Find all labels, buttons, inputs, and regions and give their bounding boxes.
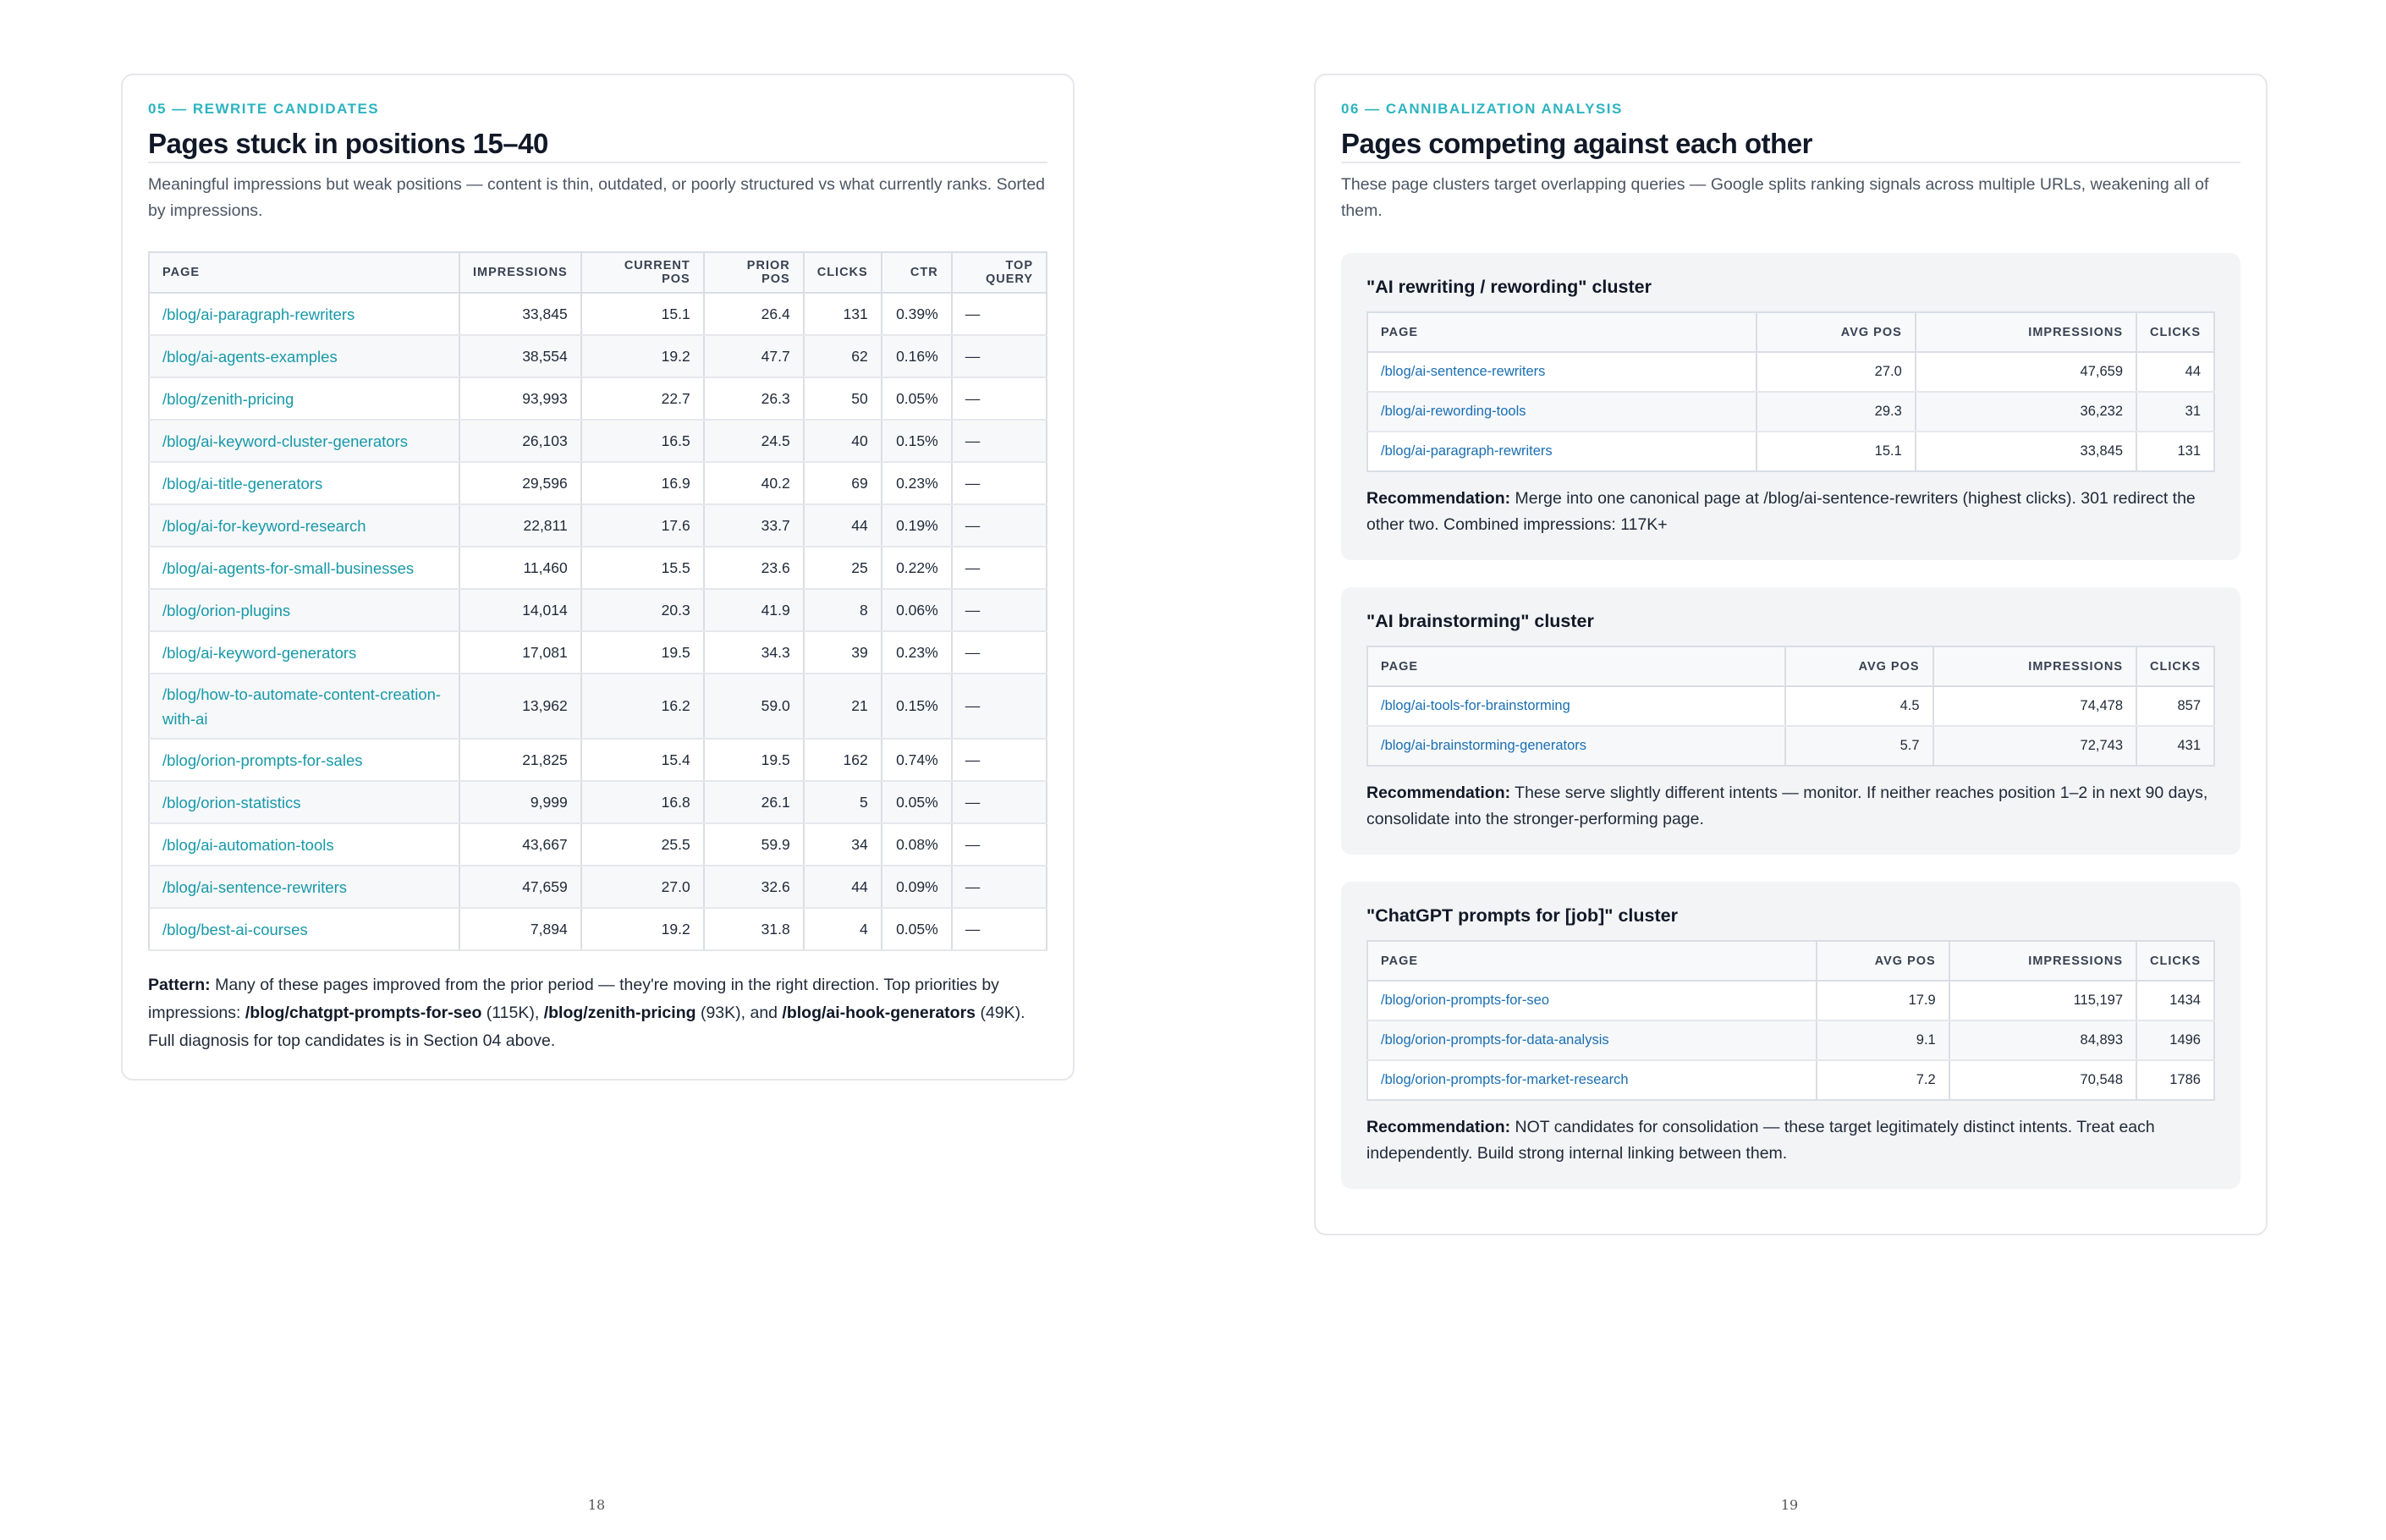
table-cell: 0.08% xyxy=(882,823,952,866)
table-cell: 19.5 xyxy=(581,631,704,674)
table-cell: 0.05% xyxy=(882,377,952,420)
column-header: PAGE xyxy=(1367,941,1817,981)
table-cell: 26.4 xyxy=(704,293,804,335)
table-cell: 41.9 xyxy=(704,589,804,631)
table-cell: 21 xyxy=(804,674,882,739)
table-cell: 0.23% xyxy=(882,631,952,674)
table-cell: 22.7 xyxy=(581,377,704,420)
table-cell: — xyxy=(952,781,1047,823)
page-link[interactable]: /blog/ai-paragraph-rewriters xyxy=(1367,432,1757,471)
column-header: CTR xyxy=(882,252,952,293)
table-cell: 19.5 xyxy=(704,739,804,781)
table-cell: 5 xyxy=(804,781,882,823)
table-cell: 14,014 xyxy=(459,589,581,631)
page-link[interactable]: /blog/ai-sentence-rewriters xyxy=(1367,352,1757,392)
cluster-table xyxy=(1366,646,2215,767)
table-cell: 19.2 xyxy=(581,908,704,950)
column-header: IMPRESSIONS xyxy=(459,252,581,293)
table-cell: 44 xyxy=(2136,352,2214,392)
table-cell: 9,999 xyxy=(459,781,581,823)
table-cell: 16.5 xyxy=(581,420,704,462)
page-link[interactable]: /blog/ai-title-generators xyxy=(149,462,459,504)
table-cell: 1786 xyxy=(2169,1072,2201,1087)
page-link[interactable]: /blog/ai-sentence-rewriters xyxy=(149,866,459,908)
table-cell: 17.6 xyxy=(581,504,704,547)
cluster-card xyxy=(1341,253,2240,560)
table-cell: 16.2 xyxy=(581,674,704,739)
table-cell: 4 xyxy=(804,908,882,950)
table-cell: 47.7 xyxy=(704,335,804,377)
page-link[interactable]: /blog/ai-automation-tools xyxy=(149,823,459,866)
table-cell: 50 xyxy=(804,377,882,420)
table-cell: 21,825 xyxy=(459,739,581,781)
table-cell: 40.2 xyxy=(704,462,804,504)
cluster-card xyxy=(1341,882,2240,1189)
table-cell: 20.3 xyxy=(581,589,704,631)
table-cell: 59.0 xyxy=(704,674,804,739)
table-cell: 8 xyxy=(804,589,882,631)
table-cell: 131 xyxy=(2177,443,2201,459)
table-header-row xyxy=(1367,646,2214,686)
section-subtitle: These page clusters target overlapping queries — Google splits ranking signals across multiple URLs, weakening all of them. xyxy=(1341,175,2209,220)
table-cell: 36,232 xyxy=(1916,392,2136,432)
priority-page-2: /blog/zenith-pricing xyxy=(543,1004,696,1022)
table-row xyxy=(149,504,1047,547)
table-cell: 15.1 xyxy=(1757,432,1916,471)
recommendation-label: Recommendation: xyxy=(1366,1118,1511,1136)
table-row xyxy=(1367,686,2214,726)
table-cell: 0.05% xyxy=(882,908,952,950)
table-row xyxy=(1367,392,2214,432)
table-cell: 24.5 xyxy=(704,420,804,462)
page-link[interactable]: /blog/orion-prompts-for-data-analysis xyxy=(1367,1020,1817,1060)
table-header-row xyxy=(149,252,1047,293)
table-cell: 0.74% xyxy=(882,739,952,781)
table-cell: 33,845 xyxy=(1916,432,2136,471)
page-link[interactable]: /blog/ai-agents-examples xyxy=(149,335,459,377)
table-cell: 0.19% xyxy=(882,504,952,547)
column-header: AVG POS xyxy=(1757,312,1916,352)
table-header-row xyxy=(1367,941,2214,981)
page-link[interactable]: /blog/ai-keyword-generators xyxy=(149,631,459,674)
table-cell: 5.7 xyxy=(1785,726,1932,766)
table-header-row xyxy=(1367,312,2214,352)
table-row xyxy=(1367,1060,2214,1100)
page-19 xyxy=(1193,0,2386,1540)
table-cell: 26,103 xyxy=(459,420,581,462)
table-row xyxy=(149,908,1047,950)
table-cell: — xyxy=(952,739,1047,781)
priority-page-1: /blog/chatgpt-prompts-for-seo xyxy=(245,1004,482,1022)
recommendation-text: Merge into one canonical page at /blog/ai-sentence-rewriters (highest clicks). 301 redirect the other two. Combined impressions: 117K+ xyxy=(1366,489,2196,534)
table-cell: 34.3 xyxy=(704,631,804,674)
table-cell: 9.1 xyxy=(1817,1020,1949,1060)
cluster-title: "AI rewriting / rewording" cluster xyxy=(1366,277,1652,297)
table-cell: 7,894 xyxy=(459,908,581,950)
table-cell: — xyxy=(952,504,1047,547)
table-cell: 0.22% xyxy=(882,547,952,589)
column-header: PRIOR POS xyxy=(704,252,804,293)
table-row xyxy=(149,823,1047,866)
rewrite-candidates-card xyxy=(121,74,1075,1081)
page-link[interactable]: /blog/ai-for-keyword-research xyxy=(149,504,459,547)
table-cell: 32.6 xyxy=(704,866,804,908)
recommendation xyxy=(1366,780,2215,833)
table-row xyxy=(149,547,1047,589)
table-cell: 22,811 xyxy=(459,504,581,547)
table-cell: 7.2 xyxy=(1817,1060,1949,1100)
table-cell: 16.9 xyxy=(581,462,704,504)
pattern-text: (93K), and xyxy=(695,1004,783,1022)
table-cell: 1496 xyxy=(2136,1020,2214,1060)
table-row xyxy=(1367,352,2214,392)
table-cell: — xyxy=(952,823,1047,866)
table-cell: 131 xyxy=(804,293,882,335)
table-row xyxy=(1367,432,2214,471)
table-row xyxy=(149,866,1047,908)
cluster-table xyxy=(1366,940,2215,1101)
table-cell: 23.6 xyxy=(704,547,804,589)
table-cell: 17.9 xyxy=(1817,981,1949,1020)
page-link[interactable]: /blog/ai-tools-for-brainstorming xyxy=(1367,686,1785,726)
page-link[interactable]: /blog/orion-plugins xyxy=(149,589,459,631)
table-cell: 39 xyxy=(804,631,882,674)
page-number: 19 xyxy=(1780,1497,1799,1513)
table-cell: — xyxy=(952,866,1047,908)
cluster-list xyxy=(1341,253,2240,1189)
column-header: CLICKS xyxy=(2136,941,2214,981)
page-link[interactable]: /blog/best-ai-courses xyxy=(149,908,459,950)
table-cell: 162 xyxy=(804,739,882,781)
page-link[interactable]: /blog/ai-brainstorming-generators xyxy=(1367,726,1785,766)
table-cell: 47,659 xyxy=(459,866,581,908)
table-cell: 25.5 xyxy=(581,823,704,866)
table-cell: 62 xyxy=(804,335,882,377)
table-cell: — xyxy=(952,631,1047,674)
table-cell: 11,460 xyxy=(459,547,581,589)
table-cell: 31 xyxy=(2136,392,2214,432)
table-cell: 25 xyxy=(804,547,882,589)
table-cell: 29,596 xyxy=(459,462,581,504)
column-header: CLICKS xyxy=(804,252,882,293)
table-cell: 43,667 xyxy=(459,823,581,866)
table-cell: — xyxy=(952,420,1047,462)
column-header: CLICKS xyxy=(2136,646,2214,686)
table-row xyxy=(149,674,1047,739)
table-cell: 15.5 xyxy=(581,547,704,589)
cluster-table xyxy=(1366,311,2215,472)
pattern-label: Pattern: xyxy=(148,976,211,994)
column-header: IMPRESSIONS xyxy=(1933,646,2136,686)
table-cell: 15.1 xyxy=(581,293,704,335)
table-row xyxy=(1367,1020,2214,1060)
table-cell: — xyxy=(952,293,1047,335)
page-link[interactable]: /blog/zenith-pricing xyxy=(149,377,459,420)
table-cell: — xyxy=(952,908,1047,950)
cluster-title: "ChatGPT prompts for [job]" cluster xyxy=(1366,905,1678,926)
table-row xyxy=(149,293,1047,335)
table-cell: 857 xyxy=(2136,686,2214,726)
table-row xyxy=(149,420,1047,462)
table-cell: 33.7 xyxy=(704,504,804,547)
page-number: 18 xyxy=(587,1497,606,1513)
table-cell: 13,962 xyxy=(459,674,581,739)
table-cell: 4.5 xyxy=(1785,686,1932,726)
cluster-card xyxy=(1341,587,2240,855)
table-row xyxy=(1367,981,2214,1020)
table-cell: 1434 xyxy=(2136,981,2214,1020)
cannibalization-card xyxy=(1314,74,2268,1235)
table-cell: 47,659 xyxy=(1916,352,2136,392)
column-header: IMPRESSIONS xyxy=(1916,312,2136,352)
table-row xyxy=(1367,726,2214,766)
table-cell: 27.0 xyxy=(581,866,704,908)
table-cell: 69 xyxy=(804,462,882,504)
table-row xyxy=(149,462,1047,504)
table-cell: 72,743 xyxy=(1933,726,2136,766)
page-link[interactable]: /blog/ai-paragraph-rewriters xyxy=(149,293,459,335)
table-cell: 70,548 xyxy=(1949,1060,2136,1100)
table-cell: 29.3 xyxy=(1757,392,1916,432)
table-cell: 15.4 xyxy=(581,739,704,781)
section-title: Pages competing against each other xyxy=(1341,128,2240,163)
table-cell: 26.1 xyxy=(704,781,804,823)
table-cell: 0.39% xyxy=(882,293,952,335)
table-cell: 431 xyxy=(2136,726,2214,766)
page-link[interactable]: /blog/ai-rewording-tools xyxy=(1367,392,1757,432)
section-subtitle: Meaningful impressions but weak positions — content is thin, outdated, or poorly structured vs what currently ranks. Sorted by impressions. xyxy=(148,175,1046,220)
section-eyebrow: 06 — CANNIBALIZATION ANALYSIS xyxy=(1341,101,1623,117)
column-header: PAGE xyxy=(1367,312,1757,352)
page-link[interactable]: /blog/ai-keyword-cluster-generators xyxy=(149,420,459,462)
table-cell: 33,845 xyxy=(459,293,581,335)
table-row xyxy=(149,377,1047,420)
pattern-text: (49K). Full diagnosis for top candidates is in Section 04 above. xyxy=(148,1004,1025,1050)
table-cell: 44 xyxy=(804,504,882,547)
table-cell: 26.3 xyxy=(704,377,804,420)
table-cell: 0.05% xyxy=(882,781,952,823)
table-cell: 59.9 xyxy=(704,823,804,866)
table-cell: 44 xyxy=(804,866,882,908)
table-cell: 17,081 xyxy=(459,631,581,674)
table-row xyxy=(149,589,1047,631)
table-row xyxy=(149,631,1047,674)
table-cell: 0.09% xyxy=(882,866,952,908)
table-cell: 27.0 xyxy=(1757,352,1916,392)
table-cell: 0.16% xyxy=(882,335,952,377)
table-cell: — xyxy=(952,674,1047,739)
table-cell: 84,893 xyxy=(1949,1020,2136,1060)
column-header: CURRENT POS xyxy=(581,252,704,293)
table-cell: 16.8 xyxy=(581,781,704,823)
table-cell: — xyxy=(952,547,1047,589)
recommendation-label: Recommendation: xyxy=(1366,489,1511,508)
pattern-text: Many of these pages improved from the prior period — they're moving in the right direction. Top priorities by impressions: xyxy=(148,976,999,1022)
table-row xyxy=(149,781,1047,823)
table-cell: 38,554 xyxy=(459,335,581,377)
column-header: CLICKS xyxy=(2136,312,2214,352)
recommendation xyxy=(1366,486,2215,538)
page-link[interactable]: /blog/orion-prompts-for-sales xyxy=(149,739,459,781)
table-cell: 0.15% xyxy=(882,420,952,462)
priority-page-3: /blog/ai-hook-generators xyxy=(782,1004,976,1022)
table-cell: — xyxy=(952,335,1047,377)
column-header: PAGE xyxy=(149,252,459,293)
column-header: TOP QUERY xyxy=(952,252,1047,293)
table-cell: 0.15% xyxy=(882,674,952,739)
page-link[interactable]: /blog/orion-prompts-for-seo xyxy=(1367,981,1817,1020)
rewrite-candidates-table xyxy=(148,251,1047,951)
table-row xyxy=(149,335,1047,377)
table-cell: — xyxy=(952,462,1047,504)
recommendation-label: Recommendation: xyxy=(1366,784,1511,802)
table-row xyxy=(149,739,1047,781)
table-cell: 93,993 xyxy=(459,377,581,420)
table-cell: — xyxy=(952,377,1047,420)
recommendation xyxy=(1366,1114,2215,1167)
page-link[interactable]: /blog/ai-agents-for-small-businesses xyxy=(149,547,459,589)
section-title: Pages stuck in positions 15–40 xyxy=(148,128,1047,163)
table-cell: — xyxy=(952,589,1047,631)
page-link[interactable]: /blog/how-to-automate-content-creation-with-ai xyxy=(149,674,459,739)
recommendation-text: NOT candidates for consolidation — these target legitimately distinct intents. Treat each independently. Build strong internal linking between them. xyxy=(1366,1118,2155,1163)
table-cell: 74,478 xyxy=(1933,686,2136,726)
pattern-note xyxy=(148,971,1047,1055)
table-cell: 40 xyxy=(804,420,882,462)
cluster-title: "AI brainstorming" cluster xyxy=(1366,611,1594,631)
recommendation-text: These serve slightly different intents — monitor. If neither reaches position 1–2 in next 90 days, consolidate into the stronger-performing page. xyxy=(1366,784,2208,828)
section-eyebrow: 05 — REWRITE CANDIDATES xyxy=(148,101,380,117)
pattern-text: (115K), xyxy=(481,1004,544,1022)
table-cell: 31.8 xyxy=(704,908,804,950)
column-header: PAGE xyxy=(1367,646,1785,686)
column-header: AVG POS xyxy=(1817,941,1949,981)
table-cell: 34 xyxy=(804,823,882,866)
page-link[interactable]: /blog/orion-statistics xyxy=(149,781,459,823)
table-cell: 115,197 xyxy=(1949,981,2136,1020)
page-link[interactable]: /blog/orion-prompts-for-market-research xyxy=(1367,1060,1817,1100)
table-cell: 0.23% xyxy=(882,462,952,504)
column-header: IMPRESSIONS xyxy=(1949,941,2136,981)
table-cell: 19.2 xyxy=(581,335,704,377)
column-header: AVG POS xyxy=(1785,646,1932,686)
table-cell: 0.06% xyxy=(882,589,952,631)
